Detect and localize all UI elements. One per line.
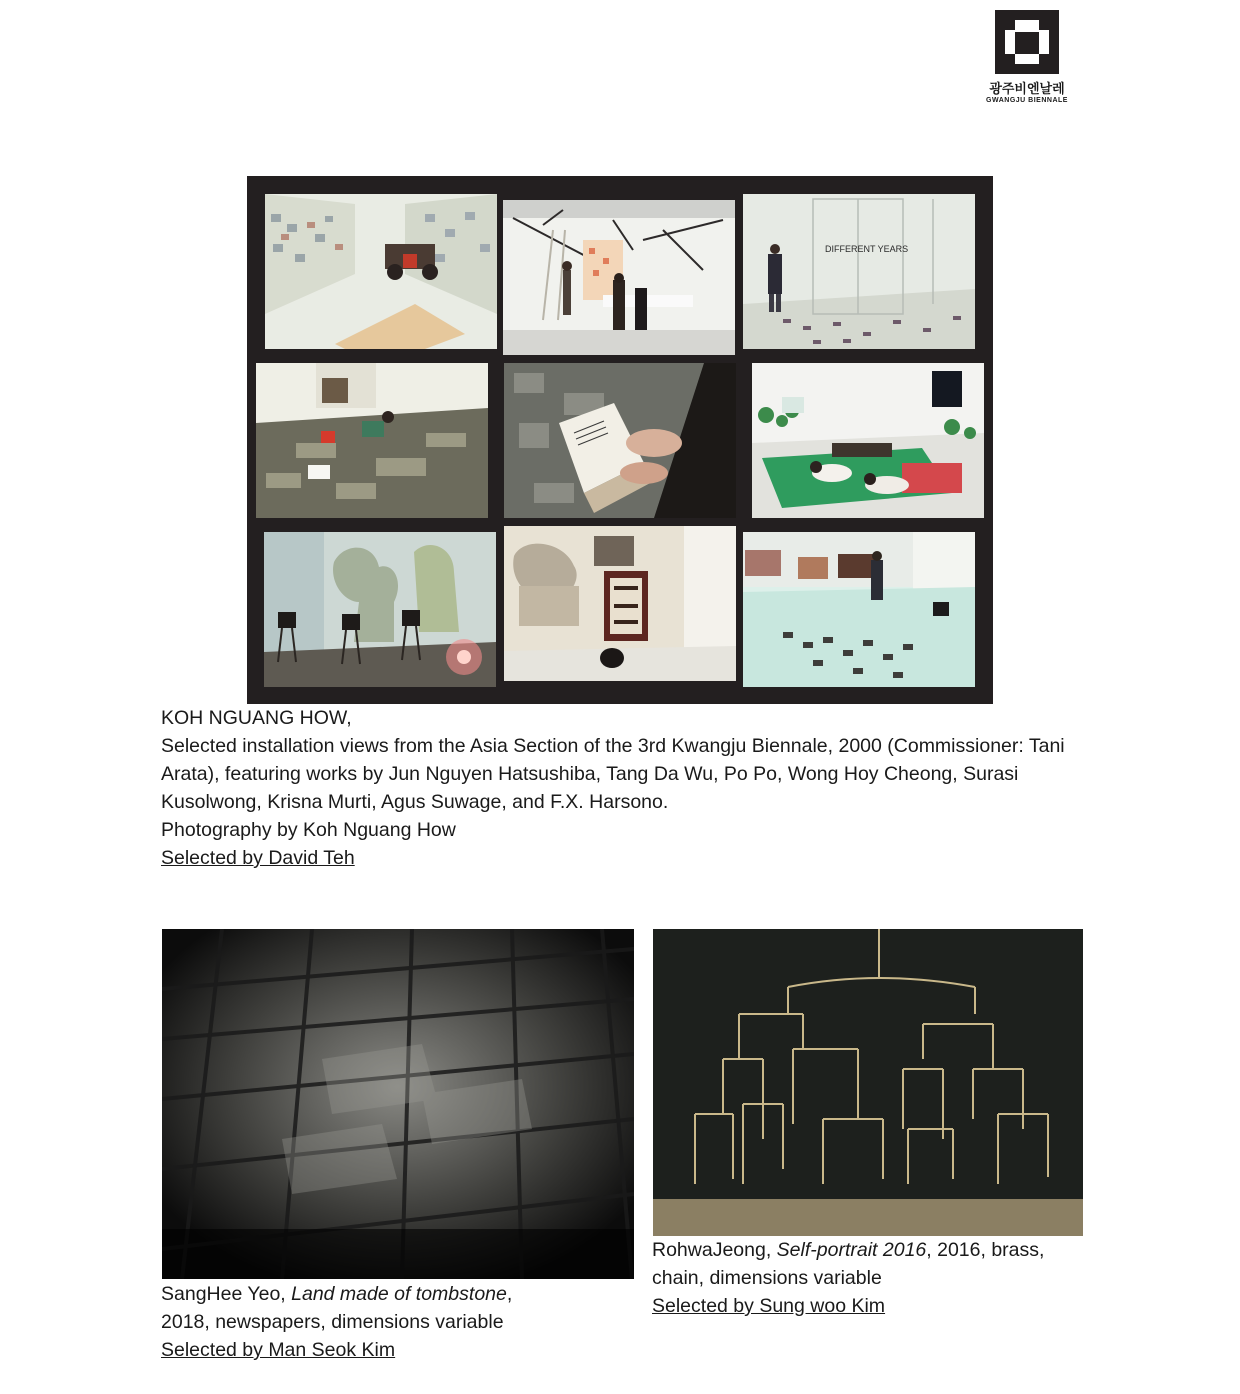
collage-caption bbox=[161, 704, 1091, 872]
tombstone-caption bbox=[161, 1280, 641, 1364]
caption-photography-credit: Photography by Koh Nguang How bbox=[161, 819, 456, 841]
caption-description: Selected installation views from the Asia Section of the 3rd Kwangju Biennale, 2000 (Commissioner: Tani Arata), featuring works by Jun Nguyen Hatsushiba, Tang Da Wu, Po Po, Wong Hoy Cheong, Surasi Kusolwong, Krisna Murti, Agus Suwage, and F.X. Harsono. bbox=[161, 735, 1065, 813]
artwork-image-self-portrait-2016 bbox=[653, 929, 1083, 1236]
self-portrait-caption-line1 bbox=[652, 1236, 1092, 1264]
photo-glass-room-installation bbox=[743, 194, 975, 349]
self-portrait-details-line1: , 2016, brass, bbox=[926, 1239, 1045, 1261]
tombstone-selected-by: Selected by Man Seok Kim bbox=[161, 1339, 396, 1361]
tombstone-caption-line1 bbox=[161, 1280, 641, 1308]
tombstone-artist: SangHee Yeo, bbox=[161, 1283, 292, 1305]
photo-grid-wall-installation bbox=[265, 194, 497, 349]
biennale-emblem-icon bbox=[995, 10, 1059, 74]
self-portrait-details-line2: chain, dimensions variable bbox=[652, 1267, 882, 1289]
photo-hands-reading-book bbox=[504, 363, 736, 518]
photo-cabinet-mural-installation bbox=[504, 526, 736, 681]
caption-selected-by: Selected by David Teh bbox=[161, 847, 355, 869]
gwangju-biennale-logo bbox=[978, 10, 1076, 120]
caption-artist: KOH NGUANG HOW, bbox=[161, 707, 352, 729]
self-portrait-selected-by: Selected by Sung woo Kim bbox=[652, 1295, 886, 1317]
photo-floor-tiles-kneeling-figure bbox=[256, 363, 488, 518]
logo-korean-text: 광주비엔날레 bbox=[989, 81, 1065, 96]
installation-photo-collage bbox=[247, 176, 993, 704]
tombstone-title: Land made of tombstone bbox=[291, 1283, 507, 1305]
photo-floor-objects-gallery bbox=[743, 532, 975, 687]
photo-ladder-branches-installation bbox=[503, 200, 735, 355]
tombstone-title-suffix: , bbox=[506, 1283, 513, 1305]
self-portrait-title: Self-portrait 2016 bbox=[776, 1239, 927, 1261]
self-portrait-caption bbox=[652, 1236, 1092, 1320]
photo-shadow-projection-installation bbox=[264, 532, 496, 687]
logo-english-text: GWANGJU BIENNALE bbox=[986, 97, 1068, 104]
artwork-image-land-made-of-tombstone bbox=[162, 929, 634, 1279]
wall-text: DIFFERENT YEARS bbox=[825, 244, 909, 254]
self-portrait-artist: RohwaJeong, bbox=[652, 1239, 777, 1261]
photo-performers-on-green-floor bbox=[752, 363, 984, 518]
tombstone-details: 2018, newspapers, dimensions variable bbox=[161, 1311, 504, 1333]
